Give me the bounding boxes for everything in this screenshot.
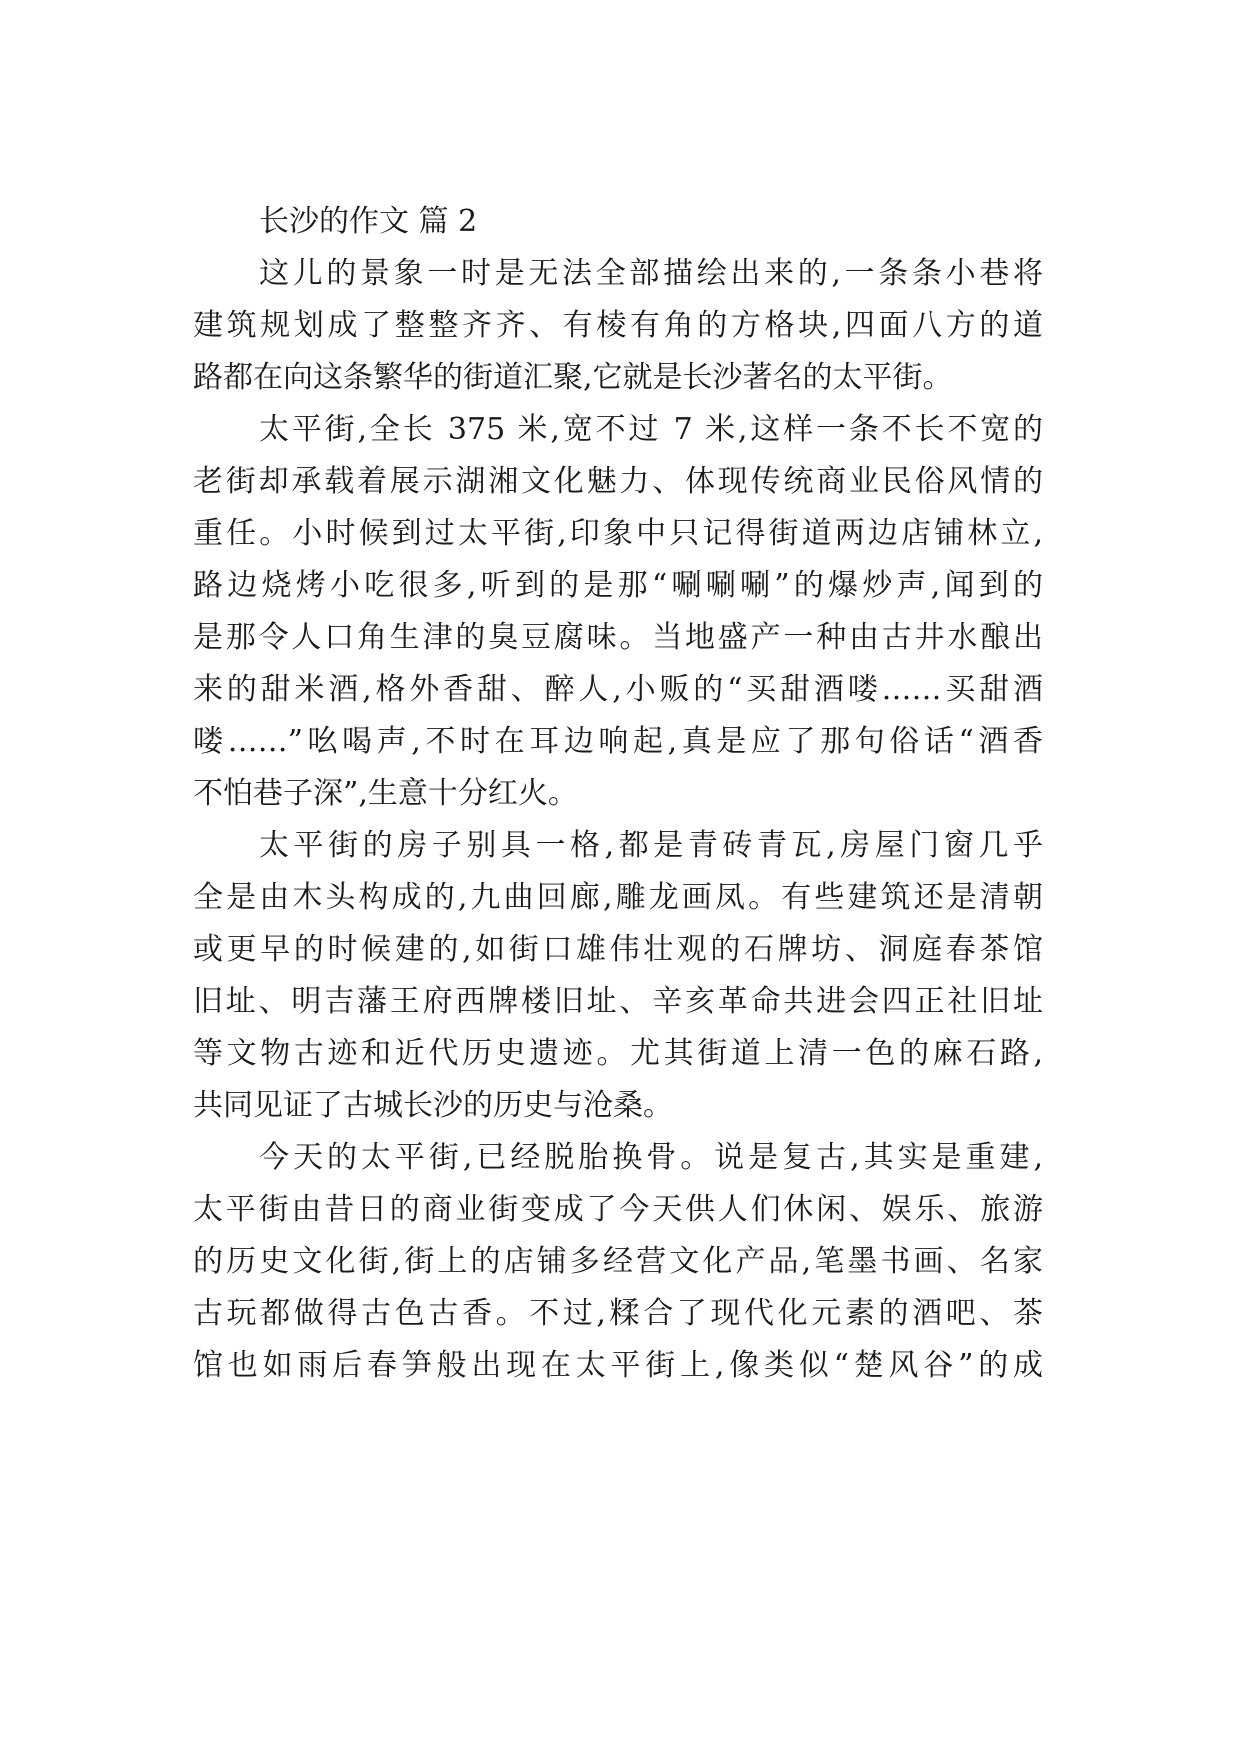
text-line: 全是由木头构成的,九曲回廊,雕龙画凤。有些建筑还是清朝 [193, 880, 1043, 915]
text-line: 重任。小时候到过太平街,印象中只记得街道两边店铺林立, [193, 516, 1043, 551]
text-line: 是那令人口角生津的臭豆腐味。当地盛产一种由古井水酿出 [193, 620, 1043, 655]
text-line: 太平街,全长 375 米,宽不过 7 米,这样一条不长不宽的 [259, 412, 1043, 447]
text-line: 老街却承载着展示湖湘文化魅力、体现传统商业民俗风情的 [193, 464, 1043, 499]
text-line: 来的甜米酒,格外香甜、醉人,小贩的“买甜酒喽……买甜酒 [193, 672, 1043, 707]
text-line: 馆也如雨后春笋般出现在太平街上,像类似“楚风谷”的成 [193, 1348, 1043, 1383]
text-line: 不怕巷子深”,生意十分红火。 [193, 776, 578, 811]
text-line: 古玩都做得古色古香。不过,糅合了现代化元素的酒吧、茶 [193, 1296, 1043, 1331]
text-line: 等文物古迹和近代历史遗迹。尤其街道上清一色的麻石路, [193, 1036, 1043, 1071]
text-line: 喽……”吆喝声,不时在耳边响起,真是应了那句俗话“酒香 [193, 724, 1043, 759]
text-line: 的历史文化街,街上的店铺多经营文化产品,笔墨书画、名家 [193, 1244, 1043, 1279]
text-line: 路都在向这条繁华的街道汇聚,它就是长沙著名的太平街。 [193, 360, 953, 395]
text-line: 或更早的时候建的,如街口雄伟壮观的石牌坊、洞庭春茶馆 [193, 932, 1043, 967]
document-title: 长沙的作文 篇 2 [259, 204, 478, 239]
text-line: 旧址、明吉藩王府西牌楼旧址、辛亥革命共进会四正社旧址 [193, 984, 1043, 1019]
text-line: 这儿的景象一时是无法全部描绘出来的,一条条小巷将 [259, 256, 1043, 291]
text-line: 今天的太平街,已经脱胎换骨。说是复古,其实是重建, [259, 1140, 1043, 1175]
text-line: 路边烧烤小吃很多,听到的是那“唰唰唰”的爆炒声,闻到的 [193, 568, 1043, 603]
text-line: 太平街的房子别具一格,都是青砖青瓦,房屋门窗几乎 [259, 828, 1043, 863]
text-line: 建筑规划成了整整齐齐、有棱有角的方格块,四面八方的道 [193, 308, 1043, 343]
text-line: 太平街由昔日的商业街变成了今天供人们休闲、娱乐、旅游 [193, 1192, 1043, 1227]
text-line: 共同见证了古城长沙的历史与沧桑。 [193, 1088, 673, 1123]
